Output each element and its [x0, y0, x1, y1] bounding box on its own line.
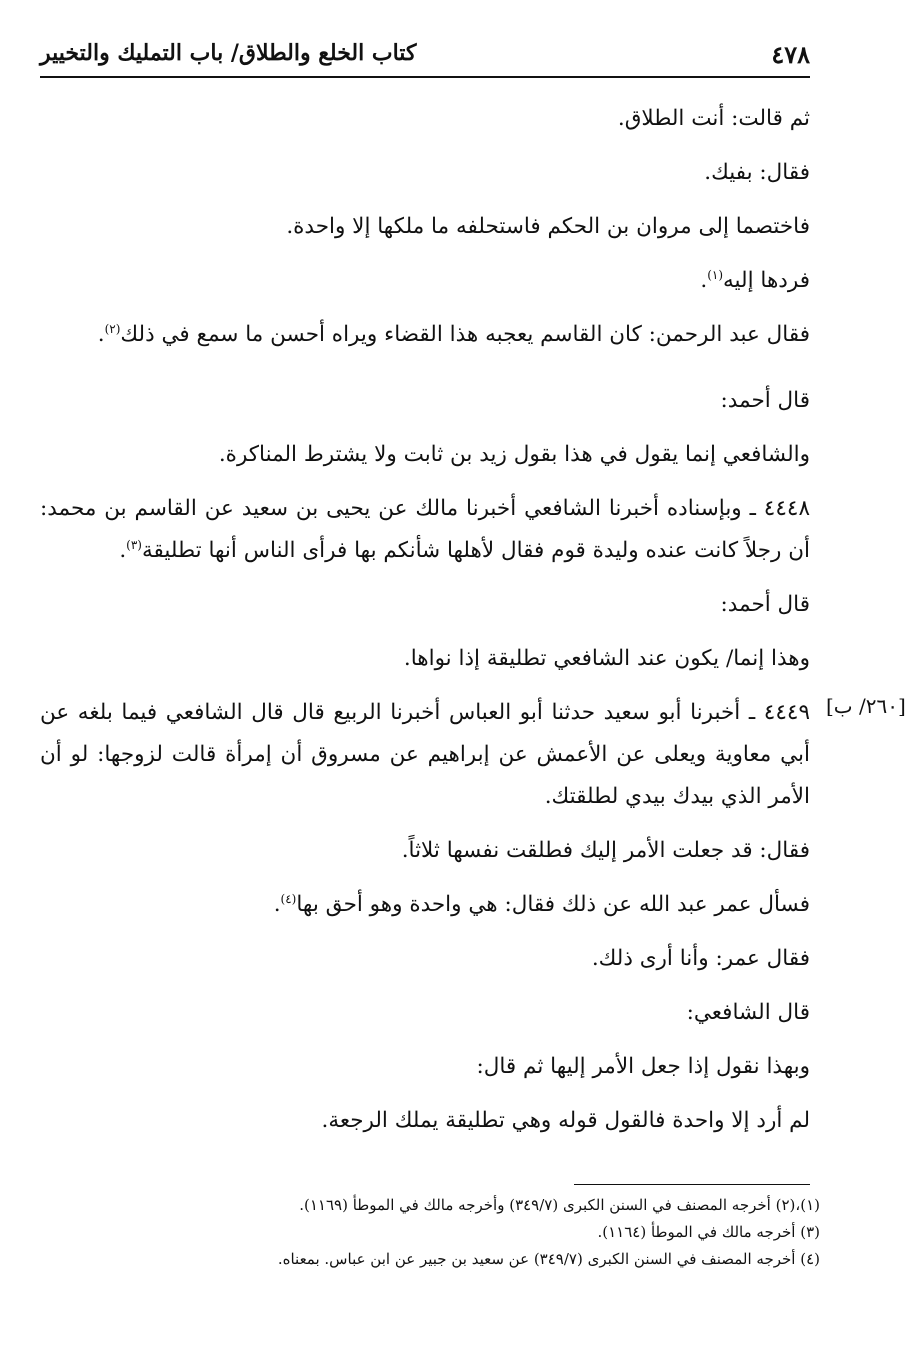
footnotes	[40, 1192, 820, 1273]
paragraph: وبهذا نقول إذا جعل الأمر إليها ثم قال:	[476, 1054, 810, 1079]
paragraph: قال أحمد:	[720, 388, 810, 413]
paragraph: فقال عمر: وأنا أرى ذلك.	[591, 946, 810, 971]
running-header	[40, 40, 810, 74]
footnote-ref: (٤)	[280, 891, 297, 906]
paragraph: وهذا إنما/ يكون عند الشافعي تطليقة إذا نواها.	[403, 646, 810, 671]
footnote-ref: (٣)	[126, 537, 142, 552]
hadith-paragraph: ٤٤٤٩ ـ أخبرنا أبو سعيد حدثنا أبو العباس أخبرنا الربيع قال قال الشافعي فيما بلغه عن أبي معاوية ويعلى عن الأعمش عن إبراهيم عن مسروق أن إمرأة قالت لزوجها: لو أن الأمر الذي بيدك بيدي لطلقتك.	[40, 700, 810, 809]
header-rule	[40, 76, 810, 78]
paragraph: فقال: قد جعلت الأمر إليك فطلقت نفسها ثلاثاً.	[401, 838, 810, 863]
footnote-ref: (٢)	[104, 321, 121, 336]
main-text	[40, 92, 810, 1148]
marginal-folio-note: [٢٦٠/ ب]	[826, 694, 906, 718]
paragraph: لم أرد إلا واحدة فالقول قوله وهي تطليقة يملك الرجعة.	[321, 1108, 810, 1133]
hadith-paragraph: ٤٤٤٨ ـ وبإسناده أخبرنا الشافعي أخبرنا مالك عن يحيى بن سعيد عن القاسم بن محمد: أن رجلاً كانت عنده وليدة قوم فقال لأهلها شأنكم بها فرأى الناس أنها تطليقة$^{(٣)}$.	[40, 496, 810, 563]
paragraph: فقال عبد الرحمن: كان القاسم يعجبه هذا القضاء ويراه أحسن ما سمع في ذلك$^{(٢)}$.	[97, 321, 810, 347]
footnote-ref: (١)	[707, 267, 724, 282]
paragraph: قال أحمد:	[720, 592, 810, 617]
paragraph: فردها إليه$^{(١)}$.	[700, 267, 810, 293]
footnote: (٤) أخرجه المصنف في السنن الكبرى (٣٤٩/٧) عن سعيد بن جبير عن ابن عباس. بمعناه.	[277, 1250, 820, 1268]
paragraph: ثم قالت: أنت الطلاق.	[617, 106, 810, 131]
page-number: ٤٧٨	[771, 40, 810, 69]
paragraph: فقال: بفيك.	[704, 160, 810, 185]
paragraph: قال الشافعي:	[686, 1000, 810, 1025]
footnote: (١)،(٢) أخرجه المصنف في السنن الكبرى (٣٤٩/٧) وأخرجه مالك في الموطأ (١١٦٩).	[299, 1196, 820, 1214]
running-title: كتاب الخلع والطلاق/ باب التمليك والتخيير	[40, 40, 417, 66]
footnote-rule	[574, 1184, 810, 1185]
paragraph: والشافعي إنما يقول في هذا بقول زيد بن ثابت ولا يشترط المناكرة.	[218, 442, 810, 467]
paragraph: فاختصما إلى مروان بن الحكم فاستحلفه ما ملكها إلا واحدة.	[286, 214, 810, 239]
footnote: (٣) أخرجه مالك في الموطأ (١١٦٤).	[597, 1223, 820, 1241]
paragraph: فسأل عمر عبد الله عن ذلك فقال: هي واحدة وهو أحق بها$^{(٤)}$.	[273, 891, 810, 917]
